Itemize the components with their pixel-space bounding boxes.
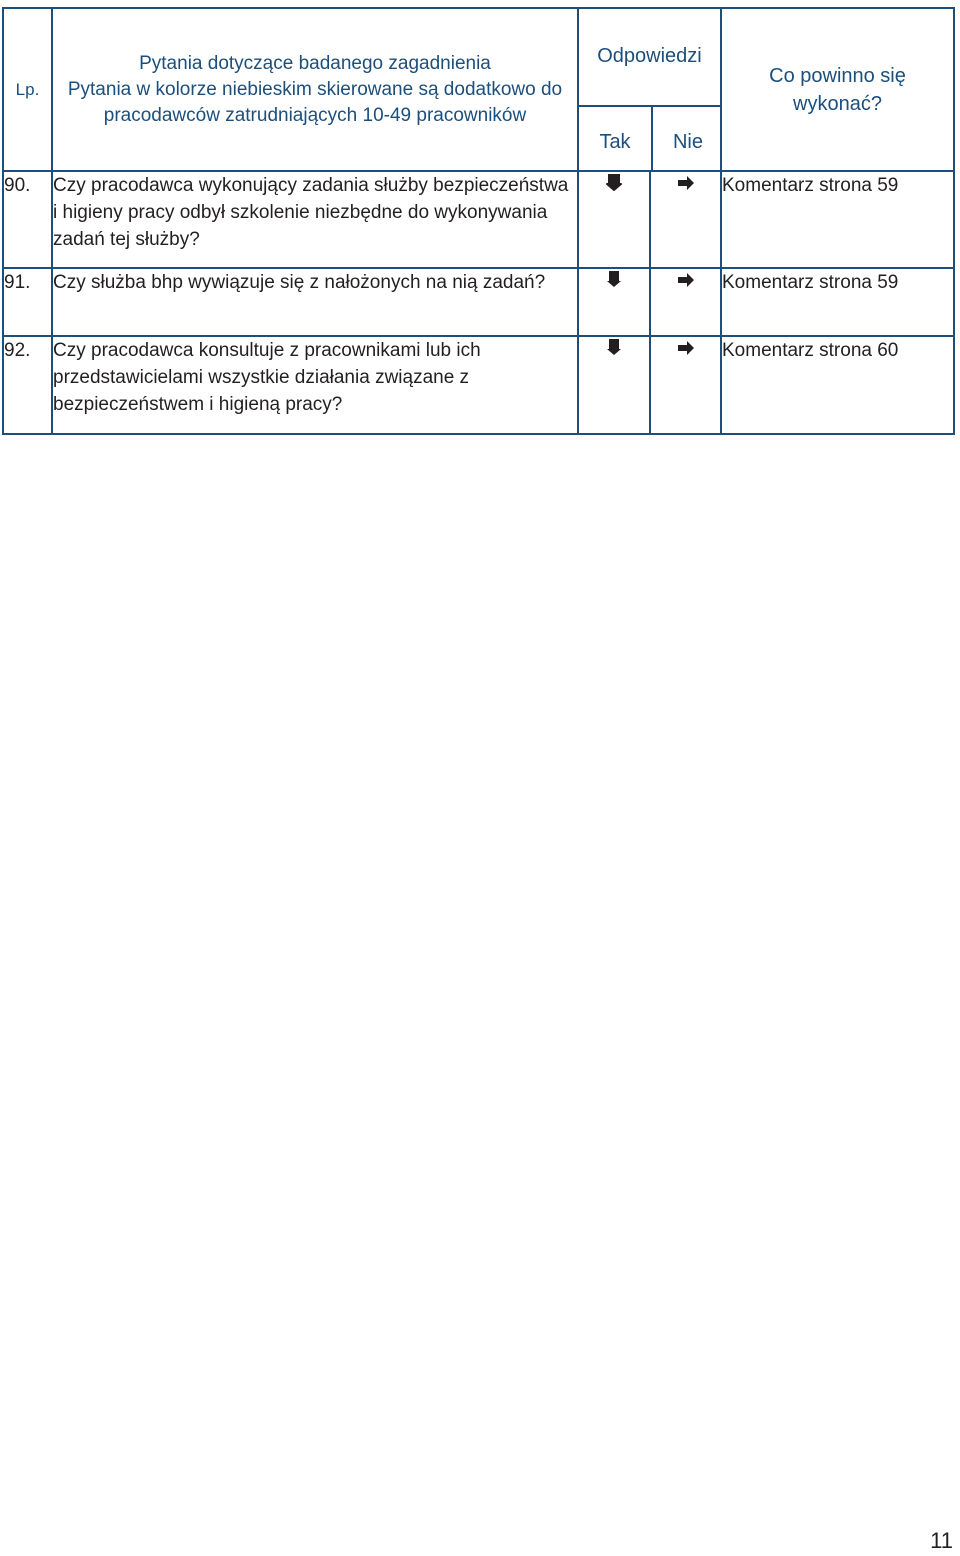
table-row [3,171,954,268]
row-no-cell [650,336,721,434]
header-answers-title: Odpowiedzi [597,45,702,67]
row-comment: Komentarz strona 59 [721,268,954,336]
arrow-right-icon [677,340,695,361]
row-question: Czy pracodawca konsultuje z pracownikami lub ich przedstawicielami wszystkie działania związane z bezpieczeństwem i higieną pracy? [52,336,578,434]
row-question: Czy pracodawca wykonujący zadania służby bezpieczeństwa i higieny pracy odbył szkolenie niezbędne do wykonywania zadań tej służby? [52,171,578,268]
arrow-right-icon [677,175,695,196]
row-comment: Komentarz strona 60 [721,336,954,434]
header-row [3,8,954,171]
row-number: 90. [3,171,52,268]
arrow-down-icon [606,340,622,361]
arrow-down-icon [606,175,622,196]
header-question [52,8,578,171]
header-lp: Lp. [3,8,52,171]
header-question-subtitle: Pytania w kolorze niebieskim skierowane są dodatkowo do pracodawców zatrudniających 10-49 pracowników [67,78,563,126]
header-yes: Tak [599,131,631,153]
arrow-right-icon [677,272,695,293]
checklist-table [2,7,955,435]
header-answers-divider [579,105,720,107]
row-number: 92. [3,336,52,434]
row-yes-cell [578,336,650,434]
row-yes-cell [578,171,650,268]
row-number: 91. [3,268,52,336]
header-no: Nie [672,131,703,153]
header-answers [578,8,721,171]
row-yes-cell [578,268,650,336]
row-no-cell [650,171,721,268]
table-row [3,336,954,434]
table-row [3,268,954,336]
row-no-cell [650,268,721,336]
arrow-down-icon [606,272,622,293]
header-action: Co powinno się wykonać? [721,8,954,171]
page-number: 11 [930,1528,953,1553]
row-comment: Komentarz strona 59 [721,171,954,268]
row-question: Czy służba bhp wywiązuje się z nałożonych na nią zadań? [52,268,578,336]
header-question-title: Pytania dotyczące badanego zagadnienia [139,52,491,74]
